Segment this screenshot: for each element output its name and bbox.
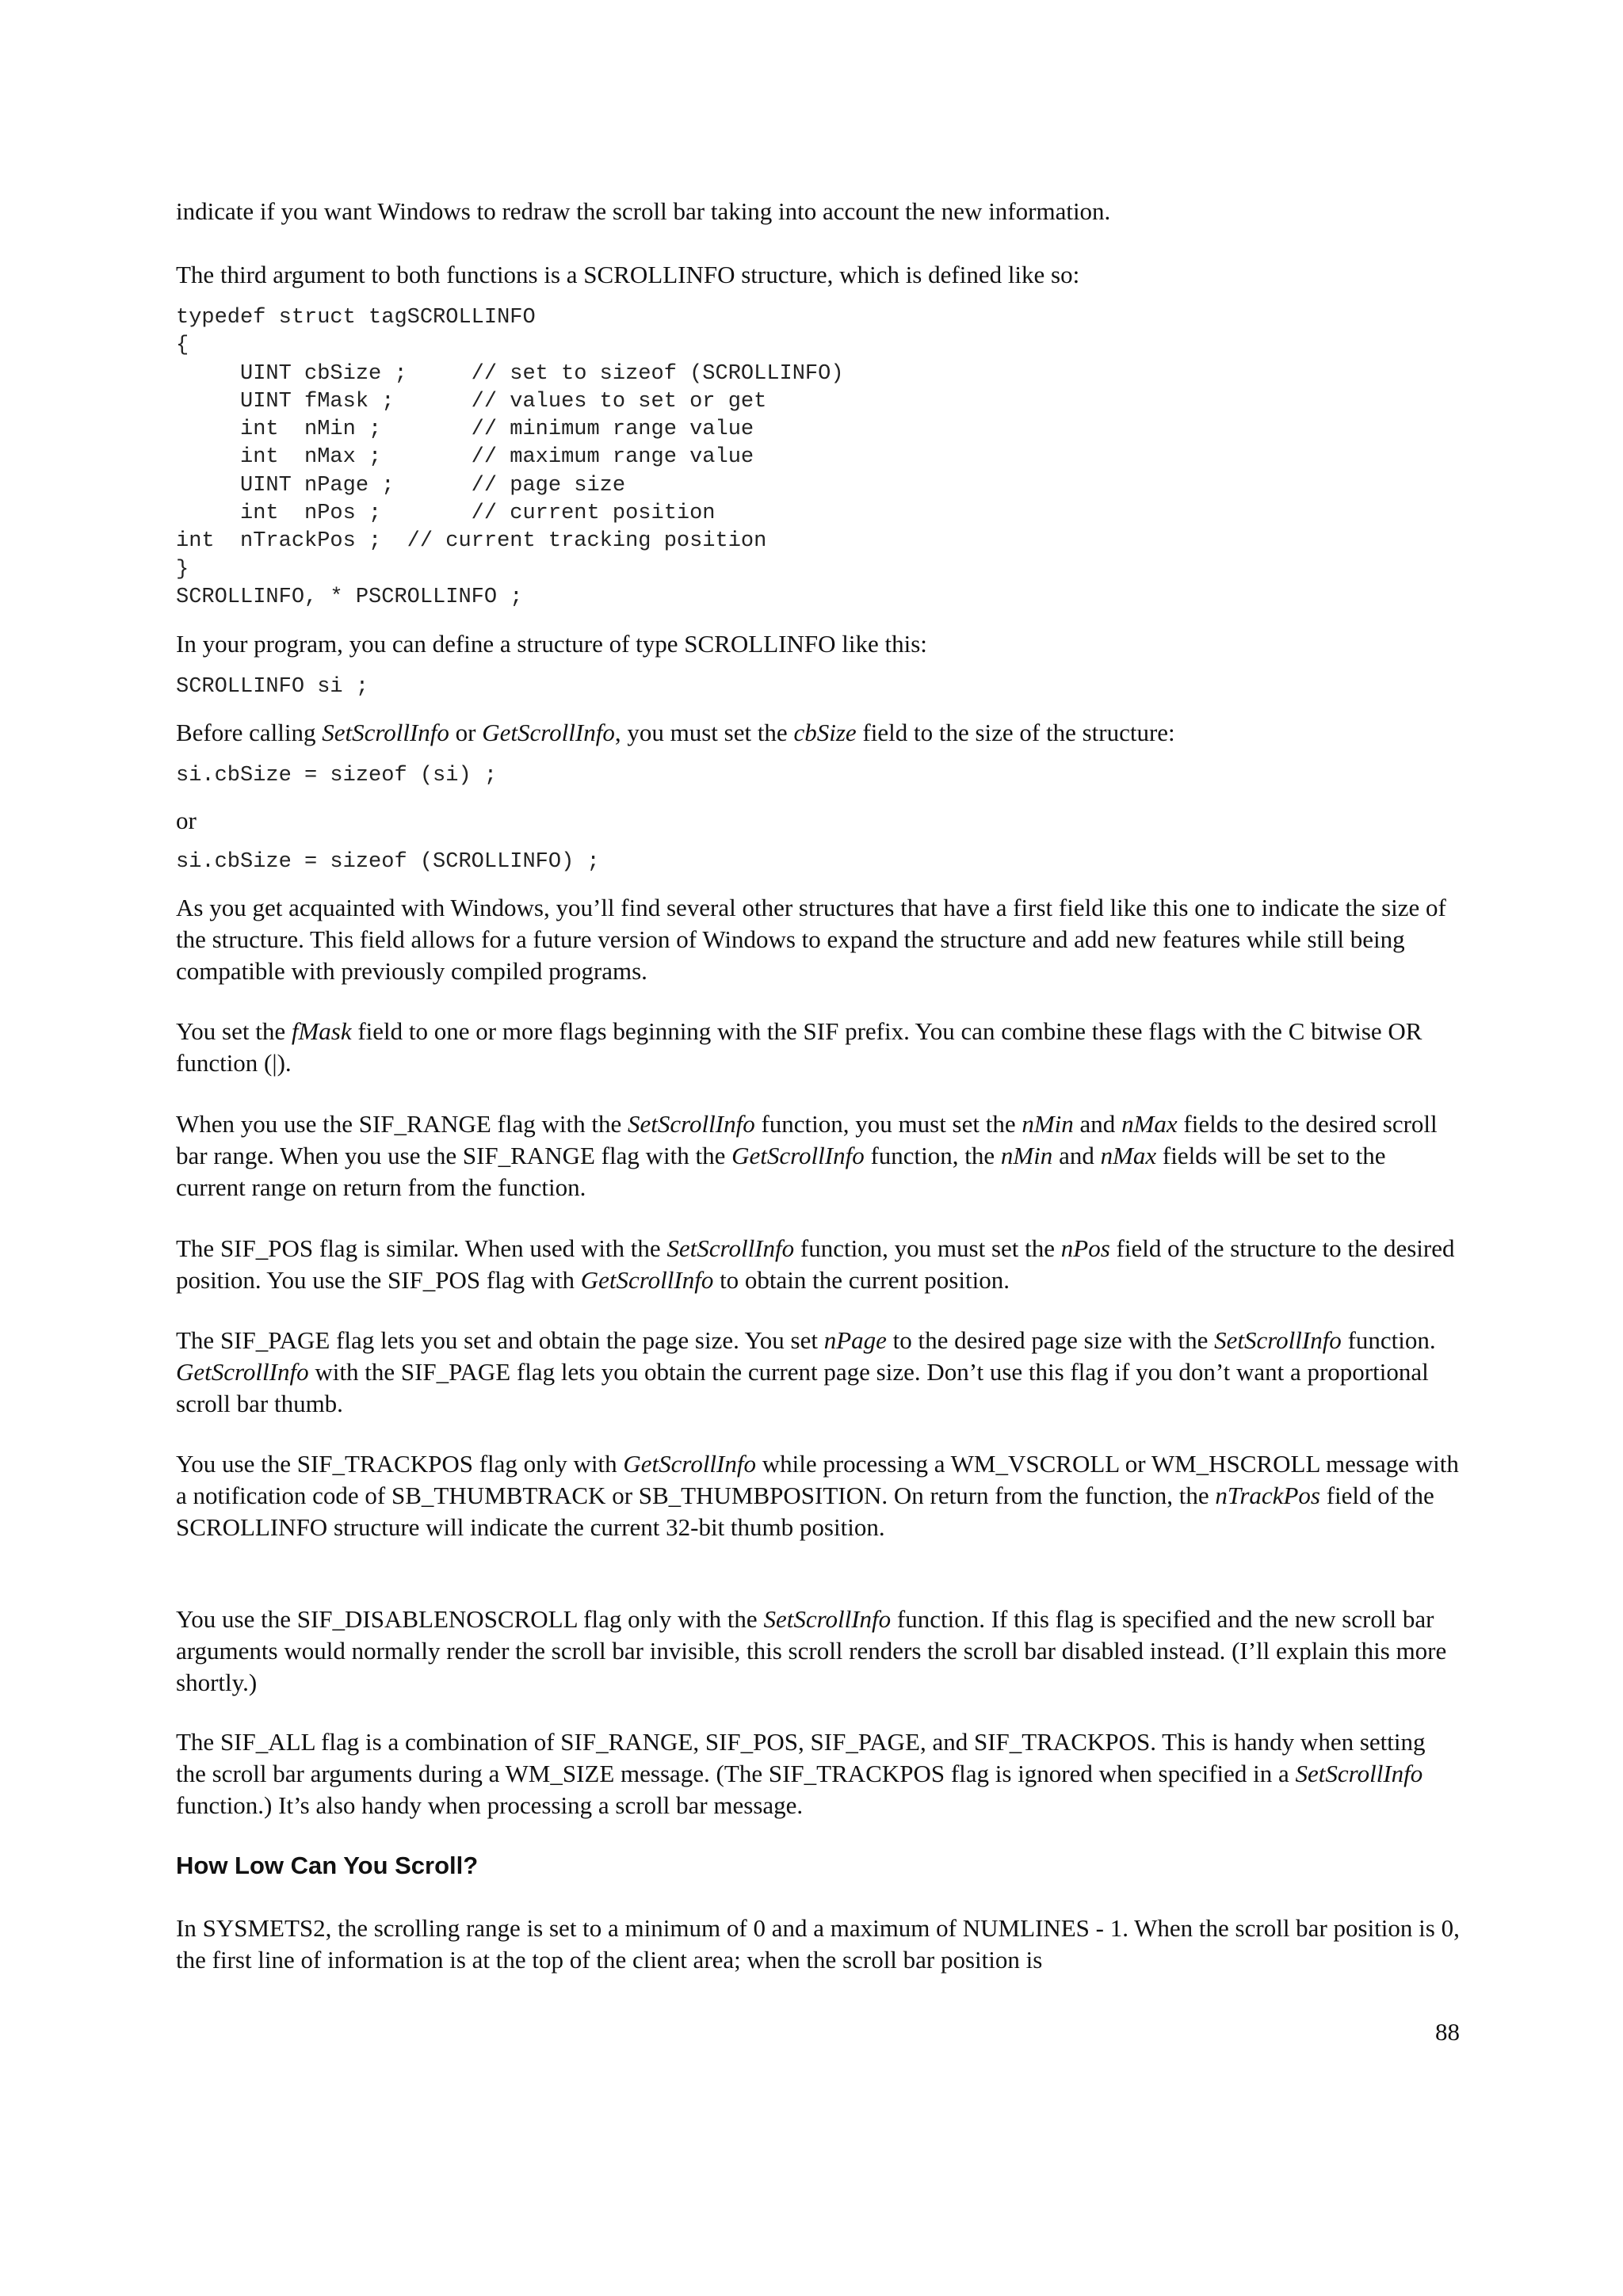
- paragraph-or: or: [176, 807, 197, 834]
- paragraph-sif-trackpos: You use the SIF_TRACKPOS flag only with GetScrollInfo while processing a WM_VSCROLL or WM_HSCROLL message with a notification code of SB_THUMBTRACK or SB_THUMBPOSITION. On return from the function, the nTrackPos field of the SCROLLINFO structure will indicate the current 32-bit thumb position.: [176, 1450, 1459, 1541]
- paragraph-sif-pos: The SIF_POS flag is similar. When used with the SetScrollInfo function, you must set the nPos field of the structure to the desired position. You use the SIF_POS flag with GetScrollInfo to obtain the current position.: [176, 1234, 1455, 1294]
- paragraph-sysmets2: In SYSMETS2, the scrolling range is set to a minimum of 0 and a maximum of NUMLINES - 1. When the scroll bar position is 0, the first line of information is at the top of the client area; when the scroll bar position is: [176, 1914, 1460, 1974]
- code-scrollinfo-struct: typedef struct tagSCROLLINFO { UINT cbSize ; // set to sizeof (SCROLLINFO) UINT fMask ; // values to set or get int nMin ; // minimum range value int nMax ; // maximum range value UINT nPage ; // page size int nPos ; // current position int nTrackPos ; // current tracking position } SCROLLINFO, * PSCROLLINFO ;: [176, 306, 844, 609]
- paragraph-before-calling: Before calling SetScrollInfo or GetScrollInfo, you must set the cbSize field to the size of the structure:: [176, 719, 1175, 746]
- paragraph-sif-all: The SIF_ALL flag is a combination of SIF_RANGE, SIF_POS, SIF_PAGE, and SIF_TRACKPOS. This is handy when setting the scroll bar arguments during a WM_SIZE message. (The SIF_TRACKPOS flag is ignored when specified in a SetScrollInfo function.) It’s also handy when processing a scroll bar message.: [176, 1728, 1426, 1819]
- paragraph-sif-range: When you use the SIF_RANGE flag with the SetScrollInfo function, you must set the nMin and nMax fields to the desired scroll bar range. When you use the SIF_RANGE flag with the GetScrollInfo function, the nMin and nMax fields will be set to the current range on return from the function.: [176, 1110, 1438, 1201]
- paragraph-intro: indicate if you want Windows to redraw the scroll bar taking into account the new information.: [176, 197, 1111, 225]
- page-number: 88: [1435, 2018, 1460, 2046]
- paragraph-define-structure: In your program, you can define a structure of type SCROLLINFO like this:: [176, 630, 927, 658]
- code-scrollinfo-decl: SCROLLINFO si ;: [176, 675, 369, 699]
- paragraph-acquainted: As you get acquainted with Windows, you’ll find several other structures that have a first field like this one to indicate the size of the structure. This field allows for a future version of Windows to expand the structure and add new features while still being compatible with previously compiled programs.: [176, 894, 1446, 985]
- code-size-scrollinfo: si.cbSize = sizeof (SCROLLINFO) ;: [176, 850, 600, 874]
- section-heading: How Low Can You Scroll?: [176, 1852, 479, 1879]
- paragraph-sif-page: The SIF_PAGE flag lets you set and obtain the page size. You set nPage to the desired page size with the SetScrollInfo function. GetScrollInfo with the SIF_PAGE flag lets you obtain the current page size. Don’t use this flag if you don’t want a proportional scroll bar thumb.: [176, 1326, 1436, 1417]
- paragraph-fmask: You set the fMask field to one or more flags beginning with the SIF prefix. You can combine these flags with the C bitwise OR function (|).: [176, 1017, 1423, 1077]
- paragraph-sif-disablenoscroll: You use the SIF_DISABLENOSCROLL flag only with the SetScrollInfo function. If this flag is specified and the new scroll bar arguments would normally render the scroll bar invisible, this scroll renders the scroll bar disabled instead. (I’ll explain this more shortly.): [176, 1605, 1447, 1696]
- paragraph-third-argument: The third argument to both functions is a SCROLLINFO structure, which is defined like so:: [176, 261, 1080, 288]
- code-size-si: si.cbSize = sizeof (si) ;: [176, 764, 498, 788]
